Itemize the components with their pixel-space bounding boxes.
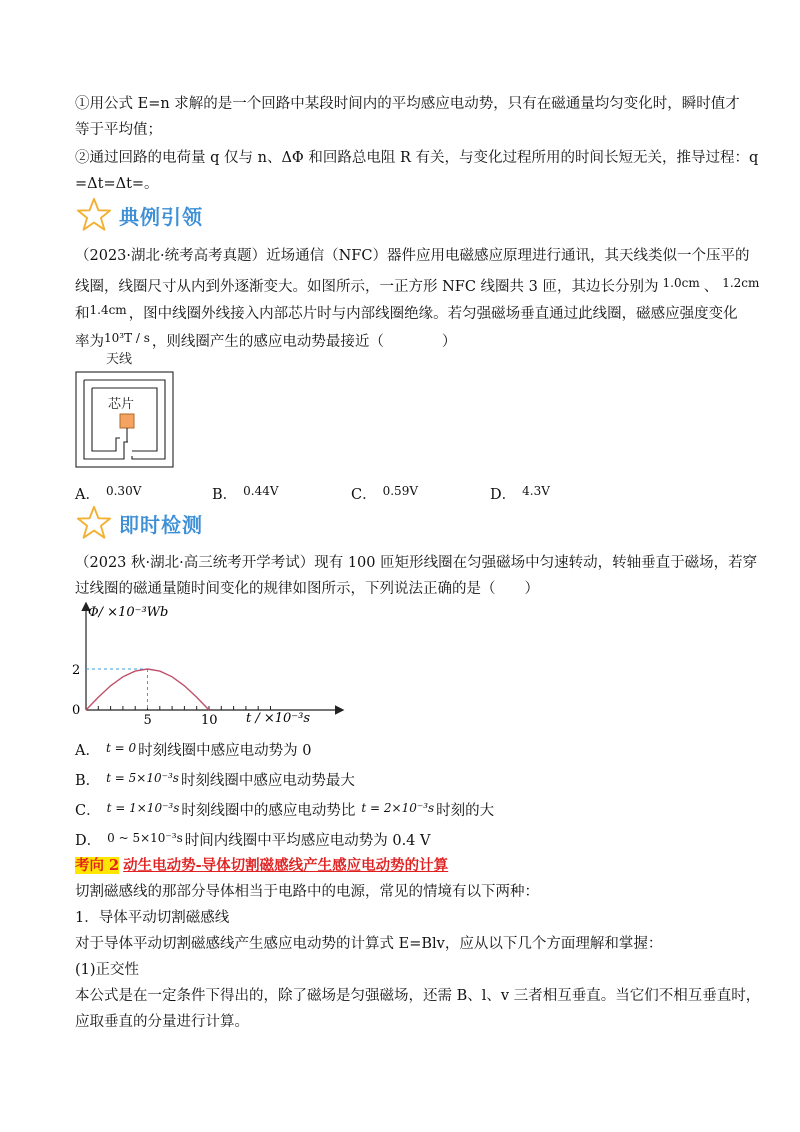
chip-square <box>120 414 134 428</box>
body-line-4: (1)正交性 <box>75 962 140 978</box>
example-option-a[interactable]: A． $^{0.30V}$ <box>75 484 142 503</box>
example-option-c[interactable]: C． $^{0.59V}$ <box>351 484 418 503</box>
quiz-line-2: 过线圈的磁通量随时间变化的规律如图所示，下列说法正确的是（ ） <box>75 581 539 597</box>
nfc-coil-figure <box>72 350 182 472</box>
note-line-1: ①用公式 E=n 求解的是一个回路中某段时间内的平均感应电动势，只有在磁通量均匀变化时，瞬时值才 <box>75 96 740 112</box>
antenna-label: 天线 <box>106 352 133 367</box>
example-line-1: （2023·湖北·统考高考真题）近场通信（NFC）器件应用电磁感应原理进行通讯，其天线类似一个压平的 <box>75 248 750 264</box>
section-title: 典例引领 <box>119 204 203 229</box>
body-line-6: 应取垂直的分量进行计算。 <box>75 1014 249 1030</box>
note-line-3: ②通过回路的电荷量 q 仅与 n、ΔΦ 和回路总电阻 R 有关，与变化过程所用的时间长短无关，推导过程：q <box>75 150 759 166</box>
note-line-2: 等于平均值； <box>75 122 162 138</box>
section-title: 即时检测 <box>119 512 203 537</box>
x-tick-label: 10 <box>201 713 218 728</box>
quiz-option-a[interactable]: A． $^{t = 0}$ 时刻线圈中感应电动势为 0 <box>75 741 312 759</box>
star-icon <box>75 505 113 541</box>
section-header-example <box>75 197 203 233</box>
body-line-1: 切割磁感线的那部分导体相当于电路中的电源，常见的情境有以下两种： <box>75 884 539 900</box>
example-line-2: 线圈，线圈尺寸从内到外逐渐变大。如图所示，一正方形 NFC 线圈共 3 匝，其边长分别为 $^{1.0cm}$ 、 $^{1.2cm}$ <box>75 276 760 295</box>
example-option-d[interactable]: D． $^{4.3V}$ <box>490 484 550 503</box>
origin-label: 0 <box>72 703 81 718</box>
quiz-option-d[interactable]: D． $^{0 \sim 5\times 10^{-3}s}$ 时间内线圈中平均感应电动势为 0.4 V <box>75 831 431 849</box>
topic-label: 考向 2 <box>75 857 120 874</box>
y-tick-label: 2 <box>72 663 81 678</box>
example-line-3: 和$^{1.4cm}$ ，图中线圈外线接入内部芯片时与内部线圈绝缘。若匀强磁场垂直通过此线圈，磁感应强度变化 <box>75 303 738 322</box>
star-icon <box>75 197 113 233</box>
topic-heading <box>75 853 735 879</box>
quiz-option-c[interactable]: C． $^{t = 1\times 10^{-3}s}$ 时刻线圈中的感应电动势比 $^{t = 2\times 10^{-3}s}$ 时刻的大 <box>75 801 495 819</box>
note-line-4: =Δt=Δt=。 <box>75 176 159 192</box>
topic-title: 动生电动势-导体切割磁感线产生感应电动势的计算 <box>123 857 449 874</box>
section-header-quiz <box>75 505 203 541</box>
y-axis-label: Φ/ ×10⁻³Wb <box>88 605 169 620</box>
quiz-line-1: （2023 秋·湖北·高三统考开学考试）现有 100 匝矩形线圈在匀强磁场中匀速转动，转轴垂直于磁场，若穿 <box>75 555 758 571</box>
body-line-3: 对于导体平动切割磁感线产生感应电动势的计算式 E=Blv，应从以下几个方面理解和掌握： <box>75 936 663 952</box>
x-axis-label: t / ×10⁻³s <box>246 711 311 726</box>
flux-chart <box>66 600 346 728</box>
quiz-option-b[interactable]: B． $^{t = 5\times 10^{-3}s}$ 时刻线圈中感应电动势最大 <box>75 771 355 789</box>
example-line-4: 率为$^{10^3T / s}$ ，则线圈产生的感应电动势最接近（ ） <box>75 331 457 350</box>
body-line-5: 本公式是在一定条件下得出的，除了磁场是匀强磁场，还需 B、l、v 三者相互垂直。当它们不相互垂直时， <box>75 988 761 1004</box>
body-line-2: 1．导体平动切割磁感线 <box>75 910 230 926</box>
chip-label: 芯片 <box>108 397 135 412</box>
x-tick-label: 5 <box>143 713 152 728</box>
example-option-b[interactable]: B． $^{0.44V}$ <box>212 484 279 503</box>
